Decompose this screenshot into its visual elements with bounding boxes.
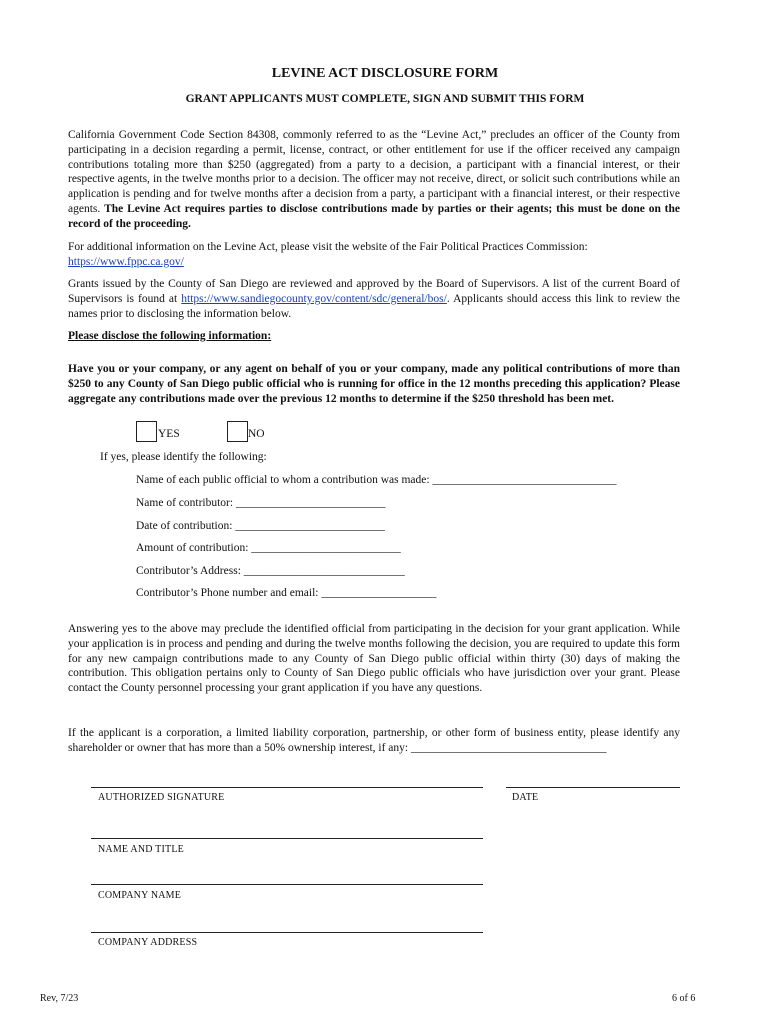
contribution-amount-field[interactable]: Amount of contribution: __________________________ xyxy=(136,542,401,554)
grants-text: Grants issued by the County of San Diego are reviewed and approved by the Board of Supervisors. A list of the current Board of Supervisors is found at xyxy=(68,278,680,305)
contribution-question: Have you or your company, or any agent on behalf of you or your company, made any political contributions of more than $250 to any County of San Diego public official who is running for office in the 12 months preceding this application? Please aggregate any contributions made over the previous 12 months to determine if the $250 threshold has been met. xyxy=(68,363,680,405)
fppc-paragraph xyxy=(68,240,680,270)
page-number: 6 of 6 xyxy=(672,993,696,1004)
contribution-date-field[interactable]: Date of contribution: __________________________ xyxy=(136,520,385,532)
official-name-field[interactable]: Name of each public official to whom a contribution was made: ________________________________ xyxy=(136,474,617,486)
intro-bold-text: The Levine Act requires parties to disclose contributions made by parties or their agents; this must be done on the record of the proceeding. xyxy=(68,202,681,230)
grants-paragraph xyxy=(68,277,680,321)
authorized-signature-label: AUTHORIZED SIGNATURE xyxy=(98,792,225,803)
company-address-label: COMPANY ADDRESS xyxy=(98,937,198,948)
fppc-link[interactable]: https://www.fppc.ca.gov/ xyxy=(68,255,184,268)
company-address-line[interactable] xyxy=(91,932,483,933)
if-yes-label: If yes, please identify the following: xyxy=(100,451,267,463)
fppc-text: For additional information on the Levine Act, please visit the website of the Fair Political Practices Commission: xyxy=(68,241,588,253)
name-title-label: NAME AND TITLE xyxy=(98,844,184,855)
date-label: DATE xyxy=(512,792,539,803)
company-name-label: COMPANY NAME xyxy=(98,890,182,901)
contributor-contact-field[interactable]: Contributor’s Phone number and email: ____________________ xyxy=(136,587,437,599)
form-title: LEVINE ACT DISCLOSURE FORM xyxy=(271,66,499,81)
yes-label: YES xyxy=(158,428,180,440)
name-title-line[interactable] xyxy=(91,838,483,839)
form-subtitle: GRANT APPLICANTS MUST COMPLETE, SIGN AND SUBMIT THIS FORM xyxy=(185,93,585,105)
intro-paragraph xyxy=(68,128,680,232)
intro-text: California Government Code Section 84308, commonly referred to as the “Levine Act,” precludes an officer of the County from participating in a decision regarding a permit, license, contract, or other entitlement for use if the officer received any campaign contributions totaling more than $250 (aggregated) from a party to a decision, a participant with a financial interest, or their respective agents, in the twelve months prior to a decision. The officer may not receive, direct, or solicit such contributions while an application is pending and for twelve months after a decision from a party, a participant with a financial interest, or their respective agents. xyxy=(68,129,680,215)
answering-paragraph: Answering yes to the above may preclude the identified official from participating in the decision for your grant application. While your application is in process and pending and during the twelve months following the decision, you are required to update this form for any new campaign contributions made to any County of San Diego public official within thirty (30) days of making the contribution. This obligation pertains only to County of San Diego public officials who have jurisdiction over your grant. Please contact the County personnel processing your grant application if you have any questions. xyxy=(68,623,680,695)
contributor-address-field[interactable]: Contributor’s Address: ____________________________ xyxy=(136,565,405,577)
contributor-name-field[interactable]: Name of contributor: __________________________ xyxy=(136,497,386,509)
company-name-line[interactable] xyxy=(91,884,483,885)
revision-date: Rev, 7/23 xyxy=(40,993,79,1004)
grants-text-end: . Applicants should access this link to review the names prior to disclosing the information below. xyxy=(68,292,681,320)
corporation-paragraph[interactable]: If the applicant is a corporation, a limited liability corporation, partnership, or other form of business entity, please identify any shareholder or owner that has more than a 50% ownership interest, if any: __________________________________ xyxy=(68,727,680,754)
yes-checkbox[interactable] xyxy=(136,421,157,442)
no-checkbox[interactable] xyxy=(227,421,248,442)
disclose-heading: Please disclose the following information: xyxy=(68,330,272,342)
bos-link[interactable]: https://www.sandiegocounty.gov/content/sdc/general/bos/ xyxy=(181,292,447,305)
no-label: NO xyxy=(248,428,265,440)
date-line[interactable] xyxy=(506,787,680,788)
authorized-signature-line[interactable] xyxy=(91,787,483,788)
